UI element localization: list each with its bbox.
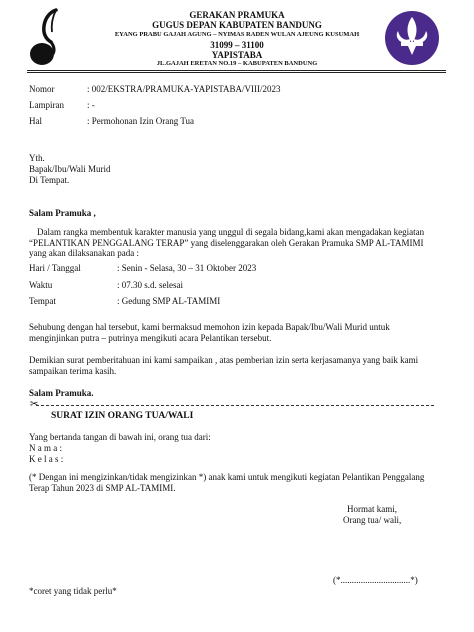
form-title: SURAT IZIN ORANG TUA/WALI bbox=[51, 411, 194, 421]
date-value: : Senin - Selasa, 30 – 31 Oktober 2023 bbox=[117, 263, 257, 273]
hal-label: Hal bbox=[29, 116, 42, 126]
permission-statement: (* Dengan ini mengizinkan/tidak mengizinkan *) anak kami untuk mengikuti kegiatan Pelantikan Penggalang Terap Tahun 2023 di SMP AL-TAMIMI. bbox=[29, 472, 425, 493]
scissors-icon: ✂ bbox=[30, 399, 39, 410]
signature-line: (*...............................*) bbox=[333, 575, 418, 585]
lampiran-value: : - bbox=[87, 100, 95, 110]
cut-line bbox=[36, 405, 434, 406]
place-label: Tempat bbox=[29, 296, 56, 306]
date-label: Hari / Tanggal bbox=[29, 263, 81, 273]
recipient-line: Bapak/Ibu/Wali Murid bbox=[29, 164, 111, 174]
place-value: : Gedung SMP AL-TAMIMI bbox=[117, 296, 221, 306]
org-name: GERAKAN PRAMUKA bbox=[189, 10, 285, 20]
time-label: Waktu bbox=[29, 280, 53, 290]
form-kelas: K e l a s : bbox=[29, 454, 64, 464]
header-divider bbox=[27, 70, 446, 71]
recipient-line: Di Tempat. bbox=[29, 175, 70, 185]
lampiran-label: Lampiran bbox=[29, 100, 64, 110]
body-request: Sehubung dengan hal tersebut, kami bermaksud memohon izin kepada Bapak/Ibu/Wali Murid untuk menginjinkan putra – putrinya mengikuti acara Pelantikan tersebut. bbox=[29, 322, 390, 343]
school-address: JL.GAJAH ERETAN NO.19 – KABUPATEN BANDUNG bbox=[156, 60, 318, 67]
patron-names: EYANG PRABU GAJAH AGUNG – NYIMAS RADEN WULAN AJEUNG KUSUMAH bbox=[114, 31, 360, 38]
closing-salam: Salam Pramuka. bbox=[29, 388, 94, 398]
header-divider-2 bbox=[27, 72, 446, 73]
unit-name: GUGUS DEPAN KABUPATEN BANDUNG bbox=[152, 20, 322, 30]
footnote: *coret yang tidak perlu* bbox=[29, 586, 117, 596]
greeting: Salam Pramuka , bbox=[29, 208, 96, 218]
school-name: YAPISTABA bbox=[211, 50, 263, 60]
nomor-label: Nomor bbox=[29, 84, 55, 94]
body-closing: Demikian surat pemberitahuan ini kami sampaikan , atas pemberian izin serta kerjasamanya yang baik kami sampaikan terima kasih. bbox=[29, 355, 419, 376]
nomor-value: : 002/EKSTRA/PRAMUKA-YAPISTABA/VIII/2023 bbox=[87, 84, 281, 94]
signer-role: Orang tua/ wali, bbox=[343, 515, 402, 525]
form-nama: N a m a : bbox=[29, 443, 62, 453]
body-intro: Dalam rangka membentuk karakter manusia yang unggul di segala bidang,kami akan mengadakan kegiatan “PELANTIKAN PENGGALANG TERAP” yang diselenggarakan oleh Gerakan Pramuka SMP AL-TAMIMI yang akan dilaksanakan pada : bbox=[29, 227, 425, 258]
form-intro: Yang bertanda tangan di bawah ini, orang tua dari: bbox=[29, 432, 211, 442]
regards: Hormat kami, bbox=[347, 504, 397, 514]
hal-value: : Permohonan Izin Orang Tua bbox=[87, 116, 194, 126]
time-value: : 07.30 s.d. selesai bbox=[117, 280, 183, 290]
gugus-numbers: 31099 – 31100 bbox=[210, 40, 264, 50]
recipient-line: Yth. bbox=[29, 153, 45, 163]
